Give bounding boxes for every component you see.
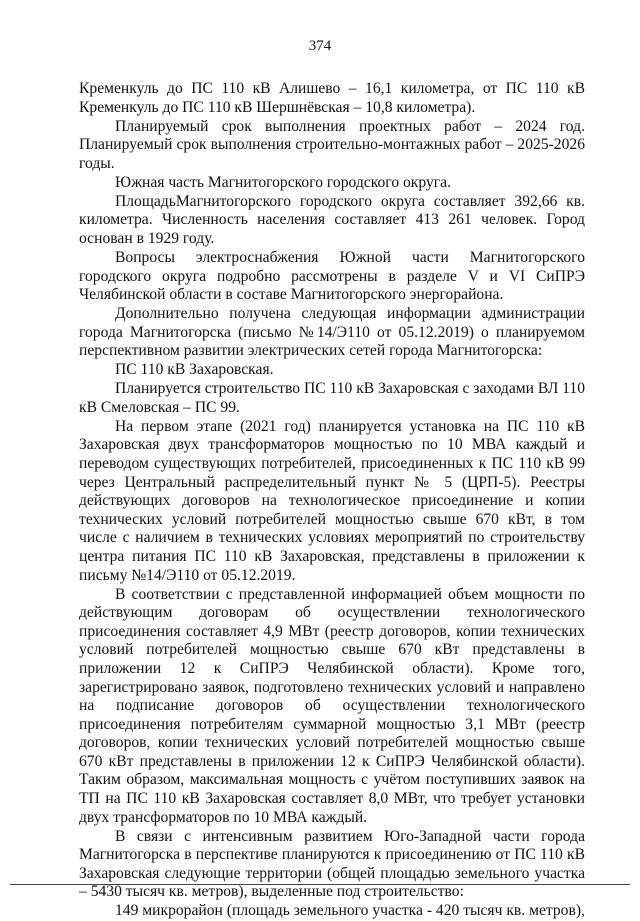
- paragraph-9: На первом этапе (2021 год) планируется установка на ПС 110 кВ Захаровская двух трансформаторов мощностью по 10 МВА каждый и переводом существующих потребителей, присоединенных к ПС 110 кВ 99 через Центральный распределительный пункт № 5 (ЦРП-5). Реестры действующих договоров на технологическое присоединение и копии технических условий потребителей мощностью свыше 670 кВт, в том числе с наличием в технических условиях мероприятий по строительству центра питания ПС 110 кВ Захаровская, представлены в приложении к письму №14/Э110 от 05.12.2019.: [79, 417, 585, 584]
- paragraph-2: Планируемый срок выполнения проектных работ – 2024 год. Планируемый срок выполнения строительно-монтажных работ – 2025-2026 годы.: [79, 117, 585, 172]
- paragraph-10: В соответствии с представленной информацией объем мощности по действующим договорам об осуществлении технологического присоединения составляет 4,9 МВт (реестр договоров, копии технических условий потребителей мощностью свыше 670 кВт представлены в приложении 12 к СиПРЭ Челябинской области). Кроме того, зарегистрировано заявок, подготовлено технических условий и направлено на подписание договоров об осуществлении технологического присоединения потребителям суммарной мощностью 3,1 МВт (реестр договоров, копии технических условий потребителей мощностью свыше 670 кВт представлены в приложении 12 к СиПРЭ Челябинской области). Таким образом, максимальная мощность с учётом поступивших заявок на ТП на ПС 110 кВ Захаровская составляет 8,0 МВт, что требует установки двух трансформаторов по 10 МВА каждый.: [79, 585, 585, 826]
- paragraph-8: Планируется строительство ПС 110 кВ Захаровская с заходами ВЛ 110 кВ Смеловская – ПС 99.: [79, 380, 585, 416]
- paragraph-4: ПлощадьМагнитогорского городского округа составляет 392,66 кв. километра. Численность населения составляет 413 261 человек. Город основан в 1929 году.: [79, 192, 585, 247]
- bottom-divider: [10, 884, 630, 885]
- document-body: [79, 80, 585, 921]
- paragraph-1: Кременкуль до ПС 110 кВ Алишево – 16,1 километра, от ПС 110 кВ Кременкуль до ПС 110 кВ Шершнёвская – 10,8 километра).: [79, 80, 585, 116]
- page-number: 374: [308, 38, 332, 54]
- paragraph-6: Дополнительно получена следующая информации администрации города Магнитогорска (письмо №14/Э110 от 05.12.2019) о планируемом перспективном развитии электрических сетей города Магнитогорска:: [79, 305, 585, 360]
- paragraph-12: 149 микрорайон (площадь земельного участка - 420 тысяч кв. метров),: [115, 902, 585, 920]
- paragraph-5: Вопросы электроснабжения Южной части Магнитогорского городского округа подробно рассмотрены в разделе V и VI СиПРЭ Челябинской области в составе Магнитогорского энергорайона.: [79, 248, 585, 304]
- paragraph-3: Южная часть Магнитогорского городского округа.: [115, 173, 451, 191]
- paragraph-11: В связи с интенсивным развитием Юго-Западной части города Магнитогорска в перспективе планируются к присоединению от ПС 110 кВ Захаровская следующие территории (общей площадью земельного участка – 5430 тысяч кв. метров), выделенные под строительство:: [79, 827, 585, 901]
- paragraph-7: ПС 110 кВ Захаровская.: [115, 361, 274, 379]
